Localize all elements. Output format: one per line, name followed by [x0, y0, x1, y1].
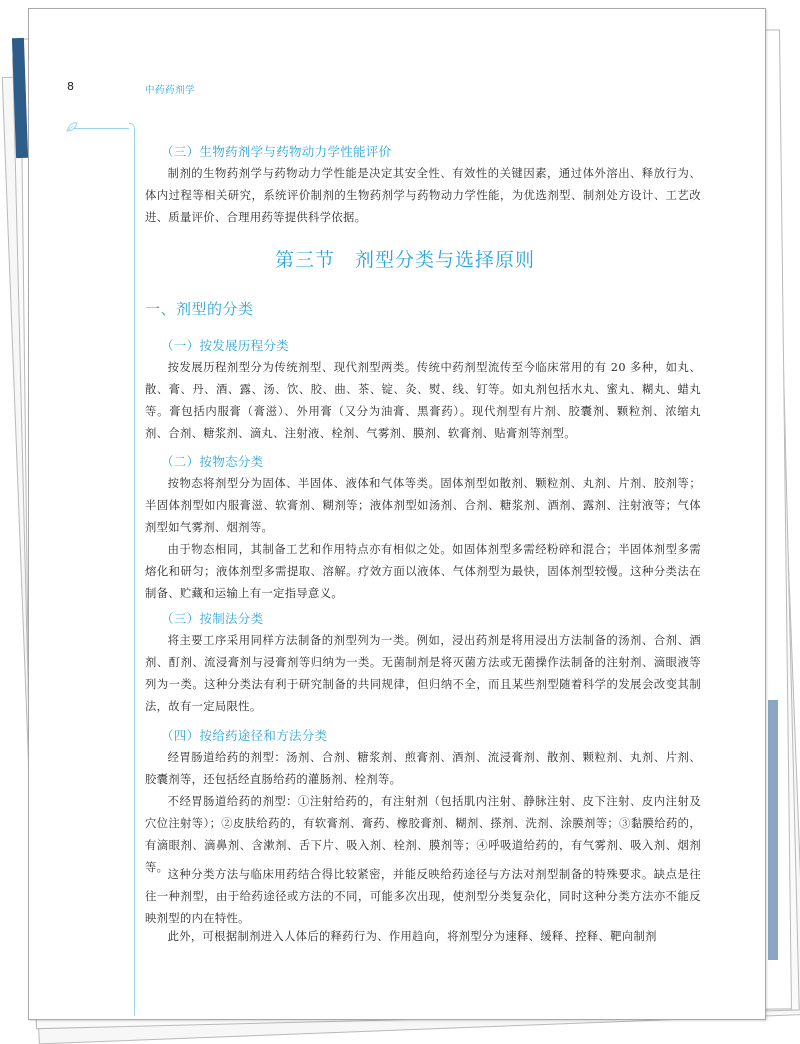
subsection-heading: （一）按发展历程分类: [161, 338, 290, 353]
body-paragraph: 制剂的生物药剂学与药物动力学性能是决定其安全性、有效性的关键因素，通过体外溶出、释放行为、体内过程等相关研究，系统评价制剂的生物药剂学与药物动力学性能，为优选剂型、制剂处方设计、工艺改进、质量评价、合理用药等提供科学依据。: [145, 167, 701, 224]
body-paragraph: 按物态将剂型分为固体、半固体、液体和气体等类。固体剂型如散剂、颗粒剂、丸剂、片剂、胶剂等；半固体剂型如内服膏滋、软膏剂、糊剂等；液体剂型如汤剂、合剂、糖浆剂、酒剂、露剂、注射液等；气体剂型如气雾剂、烟剂等。: [145, 477, 701, 534]
body-paragraph: 不经胃肠道给药的剂型：①注射给药的，有注射剂（包括肌内注射、静脉注射、皮下注射、皮内注射及穴位注射等）；②皮肤给药的，有软膏剂、膏药、橡胶膏剂、糊剂、搽剂、洗剂、涂膜剂等；③黏膜给药的，有滴眼剂、滴鼻剂、含漱剂、舌下片、吸入剂、栓剂、膜剂等；④呼吸道给药的，有气雾剂、吸入剂、烟剂等。: [145, 795, 701, 874]
part-heading: 一、剂型的分类: [145, 300, 254, 318]
subsection-heading: （三）按制法分类: [161, 611, 264, 626]
body-paragraph: 此外，可根据制剂进入人体后的释药行为、作用趋向，将剂型分为速释、缓释、控释、靶向制剂: [167, 930, 657, 943]
leaf-icon: [65, 120, 79, 134]
cover-edge: [768, 700, 778, 960]
subsection-heading: （二）按物态分类: [161, 454, 264, 469]
body-paragraph: 将主要工序采用同样方法制备的剂型列为一类。例如，浸出药剂是将用浸出方法制备的汤剂、合剂、酒剂、酊剂、流浸膏剂与浸膏剂等归纳为一类。无菌制剂是将灭菌方法或无菌操作法制备的注射剂、滴眼液等列为一类。这种分类法有利于研究制备的共同规律，但归纳不全，而且某些剂型随着科学的发展会改变其制法，故有一定局限性。: [145, 634, 701, 713]
body-paragraph: 按发展历程剂型分为传统剂型、现代剂型两类。传统中药剂型流传至今临床常用的有 20 多种，如丸、散、膏、丹、酒、露、汤、饮、胶、曲、茶、锭、灸、熨、线、钉等。如丸剂包括水丸、蜜丸、糊丸、蜡丸等。膏包括内服膏（膏滋）、外用膏（又分为油膏、黑膏药）。现代剂型有片剂、胶囊剂、颗粒剂、浓缩丸剂、合剂、糖浆剂、滴丸、注射液、栓剂、气雾剂、膜剂、软膏剂、贴膏剂等剂型。: [145, 361, 701, 440]
body-paragraph: 由于物态相同，其制备工艺和作用特点亦有相似之处。如固体剂型多需经粉碎和混合；半固体剂型多需熔化和研匀；液体剂型多需提取、溶解。疗效方面以液体、气体剂型为最快，固体剂型较慢。这种分类法在制备、贮藏和运输上有一定指导意义。: [145, 543, 701, 600]
section-title: 第三节 剂型分类与选择原则: [274, 249, 535, 271]
decorative-rule: [73, 128, 129, 129]
decorative-margin-line: [134, 128, 135, 1016]
subsection-heading: （三）生物药剂学与药物动力学性能评价: [161, 144, 392, 159]
body-paragraph: 这种分类方法与临床用药结合得比较紧密，并能反映给药途径与方法对剂型制备的特殊要求。缺点是往往一种剂型，由于给药途径或方法的不同，可能多次出现，使剂型分类复杂化，同时这种分类方法亦不能反映剂型的内在特性。: [145, 868, 701, 925]
page-number: 8: [67, 80, 74, 93]
book-page: [28, 8, 766, 1020]
running-head: 中药药剂学: [145, 85, 196, 96]
body-paragraph: 经胃肠道给药的剂型：汤剂、合剂、糖浆剂、煎膏剂、酒剂、流浸膏剂、散剂、颗粒剂、丸剂、片剂、胶囊剂等，还包括经直肠给药的灌肠剂、栓剂等。: [145, 751, 701, 786]
subsection-heading: （四）按给药途径和方法分类: [161, 728, 328, 743]
